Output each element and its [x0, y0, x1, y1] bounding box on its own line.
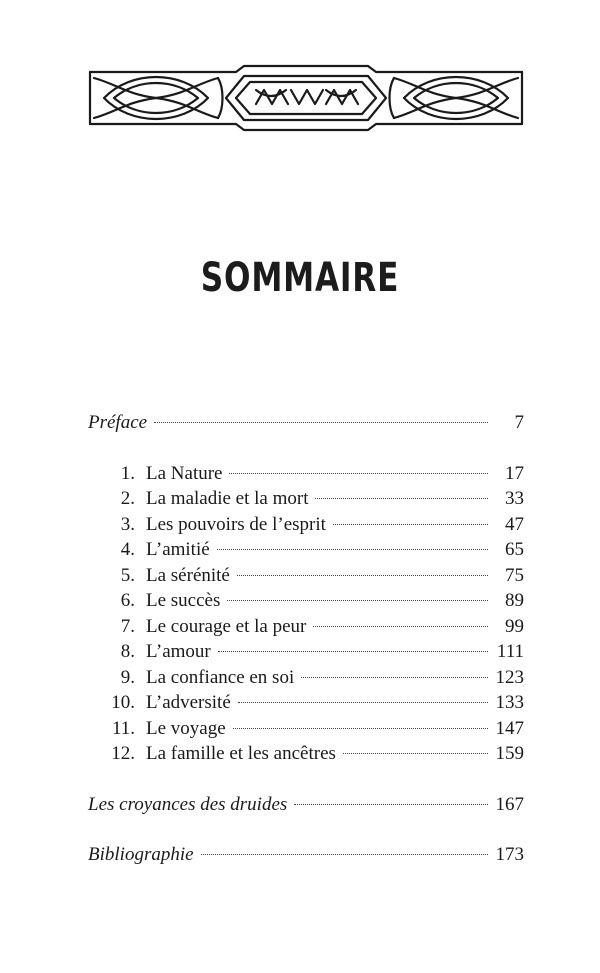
toc-entry-bibliography[interactable]: [88, 842, 524, 868]
toc-page-number: 65: [505, 539, 524, 560]
toc-label: L’amour: [146, 641, 211, 662]
toc-page-number: 133: [495, 692, 524, 713]
toc-label: La sérénité: [146, 564, 230, 586]
dot-leader: [294, 804, 487, 805]
chapter-number: 6.: [120, 590, 135, 611]
celtic-knot-border-icon: [86, 64, 526, 132]
toc-page-number: 99: [505, 615, 524, 637]
page-title: SOMMAIRE: [200, 255, 400, 301]
toc-label: La confiance en soi: [146, 666, 295, 688]
toc-page-number: 47: [505, 513, 524, 535]
toc-page-number: 111: [496, 641, 524, 662]
table-of-contents: [88, 410, 524, 868]
toc-entry-chapter[interactable]: [88, 512, 524, 538]
toc-page-number: 159: [495, 743, 524, 764]
dot-leader: [201, 854, 488, 855]
toc-label: La Nature: [146, 462, 223, 484]
chapter-number: 9.: [120, 666, 135, 688]
toc-page-number: 7: [514, 412, 524, 433]
toc-entry-chapter[interactable]: [88, 537, 524, 563]
toc-entry-chapter[interactable]: [88, 486, 524, 512]
chapter-number: 3.: [120, 513, 135, 535]
toc-page-number: 75: [505, 564, 524, 586]
chapter-number: 2.: [120, 488, 135, 509]
chapter-number: 1.: [120, 462, 135, 484]
dot-leader: [154, 422, 488, 423]
toc-page-number: 33: [505, 488, 524, 509]
toc-page-number: 89: [505, 590, 524, 611]
toc-entry-druids[interactable]: [88, 792, 524, 818]
dot-leader: [227, 600, 488, 601]
toc-entry-chapter[interactable]: [88, 690, 524, 716]
dot-leader: [218, 651, 488, 652]
chapter-number: 11.: [111, 717, 135, 739]
toc-entry-chapter[interactable]: [88, 614, 524, 640]
dot-leader: [229, 473, 488, 474]
toc-entry-chapter[interactable]: [88, 563, 524, 589]
toc-page-number: 17: [505, 462, 524, 484]
dot-leader: [333, 524, 488, 525]
chapter-number: 12.: [111, 743, 135, 764]
chapter-list: [88, 461, 524, 767]
toc-page-number: 123: [495, 666, 524, 688]
dot-leader: [238, 702, 488, 703]
chapter-number: 5.: [120, 564, 135, 586]
toc-label: L’adversité: [146, 692, 231, 713]
chapter-number: 10.: [111, 692, 135, 713]
toc-label: La famille et les ancêtres: [146, 743, 336, 764]
toc-label: L’amitié: [146, 539, 210, 560]
toc-entry-chapter[interactable]: [88, 716, 524, 742]
toc-label: Préface: [88, 412, 148, 433]
dot-leader: [217, 549, 488, 550]
toc-label: La maladie et la mort: [146, 488, 309, 509]
toc-label: Le courage et la peur: [146, 615, 307, 637]
toc-entry-chapter[interactable]: [88, 588, 524, 614]
toc-label: Le voyage: [146, 717, 226, 739]
dot-leader: [343, 753, 488, 754]
toc-entry-chapter[interactable]: [88, 665, 524, 691]
dot-leader: [237, 575, 488, 576]
toc-label: Bibliographie: [88, 844, 194, 865]
toc-entry-chapter[interactable]: [88, 741, 524, 767]
toc-page-number: 173: [495, 844, 524, 865]
dot-leader: [315, 498, 488, 499]
toc-entry-preface[interactable]: [88, 410, 524, 436]
dot-leader: [301, 677, 487, 678]
toc-entry-chapter[interactable]: [88, 639, 524, 665]
toc-page-number: 147: [495, 717, 524, 739]
toc-label: Les pouvoirs de l’esprit: [146, 513, 326, 535]
chapter-number: 8.: [120, 641, 135, 662]
toc-label: Les croyances des druides: [88, 793, 288, 815]
chapter-number: 4.: [120, 539, 135, 560]
toc-page-number: 167: [495, 793, 524, 815]
chapter-number: 7.: [120, 615, 135, 637]
dot-leader: [313, 626, 488, 627]
dot-leader: [233, 728, 488, 729]
toc-entry-chapter[interactable]: [88, 461, 524, 487]
toc-label: Le succès: [146, 590, 221, 611]
